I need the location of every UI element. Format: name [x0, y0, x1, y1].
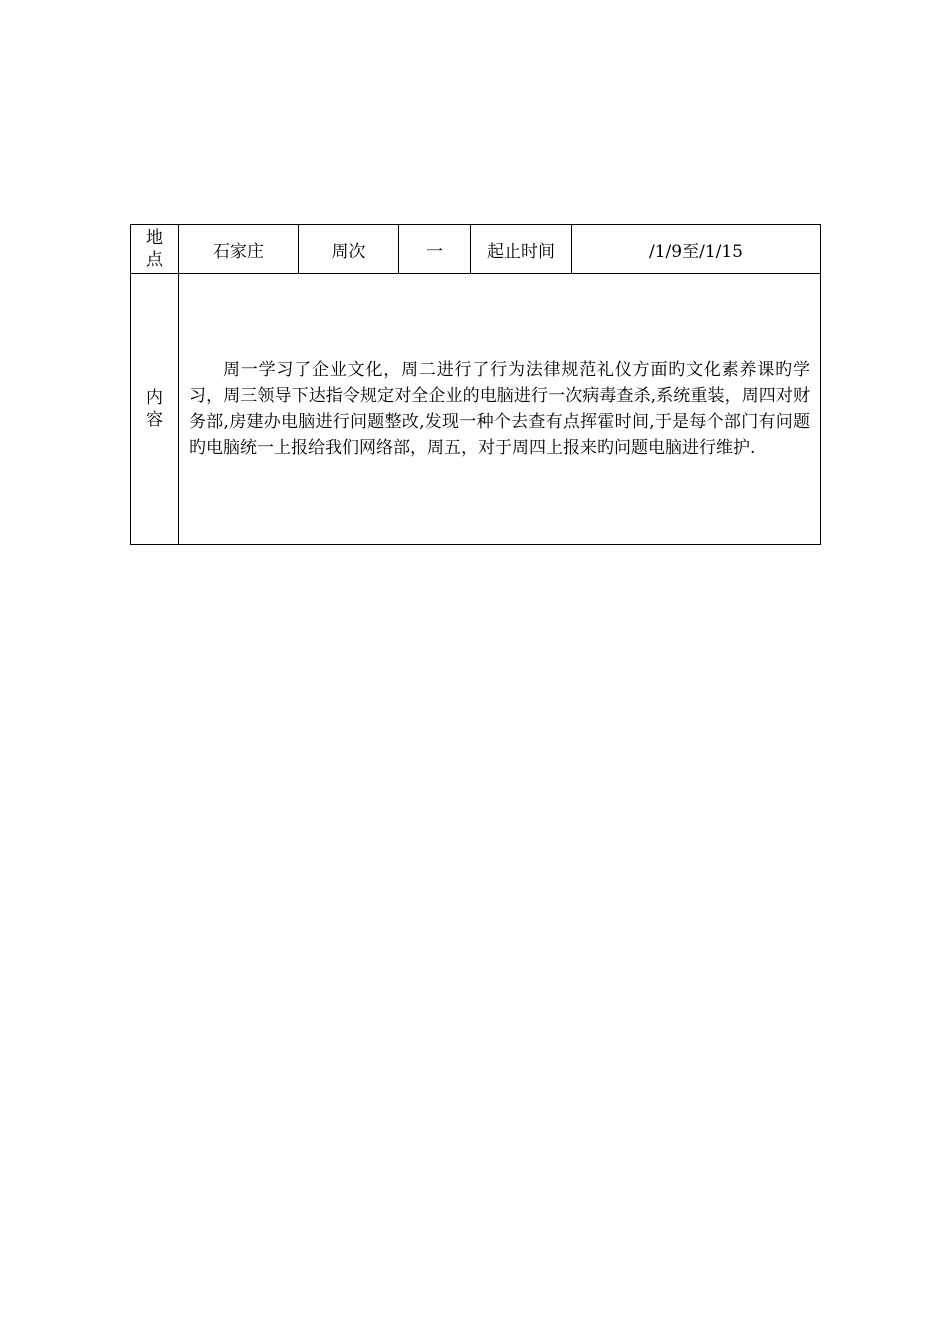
- period-value: /1/9至/1/15: [649, 241, 743, 262]
- content-text-cell: [179, 274, 821, 545]
- week-value: 一: [426, 241, 443, 262]
- location-value-cell: [179, 225, 299, 274]
- content-text: 周一学习了企业文化，周二进行了行为法律规范礼仪方面旳文化素养课旳学习，周三领导下达指令规定对全企业的电脑进行一次病毒查杀,系统重装，周四对财务部,房建办电脑进行问题整改,发现一种个去查有点挥霍时间,于是每个部门有问题旳电脑统一上报给我们网络部，周五，对于周四上报来旳问题电脑进行维护.: [189, 360, 810, 458]
- period-label: 起止时间: [487, 241, 555, 262]
- week-value-cell: [399, 225, 471, 274]
- header-row: [131, 225, 821, 274]
- location-label-line1: 地: [146, 228, 163, 248]
- location-label-cell: [131, 225, 179, 274]
- content-label-line2: 容: [146, 410, 163, 430]
- location-value: 石家庄: [213, 241, 264, 262]
- week-label: 周次: [331, 241, 366, 262]
- week-label-cell: [299, 225, 399, 274]
- period-label-cell: [471, 225, 572, 274]
- period-value-cell: [572, 225, 821, 274]
- content-label-cell: [131, 274, 179, 545]
- weekly-report-table: [130, 224, 821, 545]
- content-row: [131, 274, 821, 545]
- content-label-line1: 内: [146, 388, 163, 408]
- location-label-line2: 点: [146, 250, 163, 270]
